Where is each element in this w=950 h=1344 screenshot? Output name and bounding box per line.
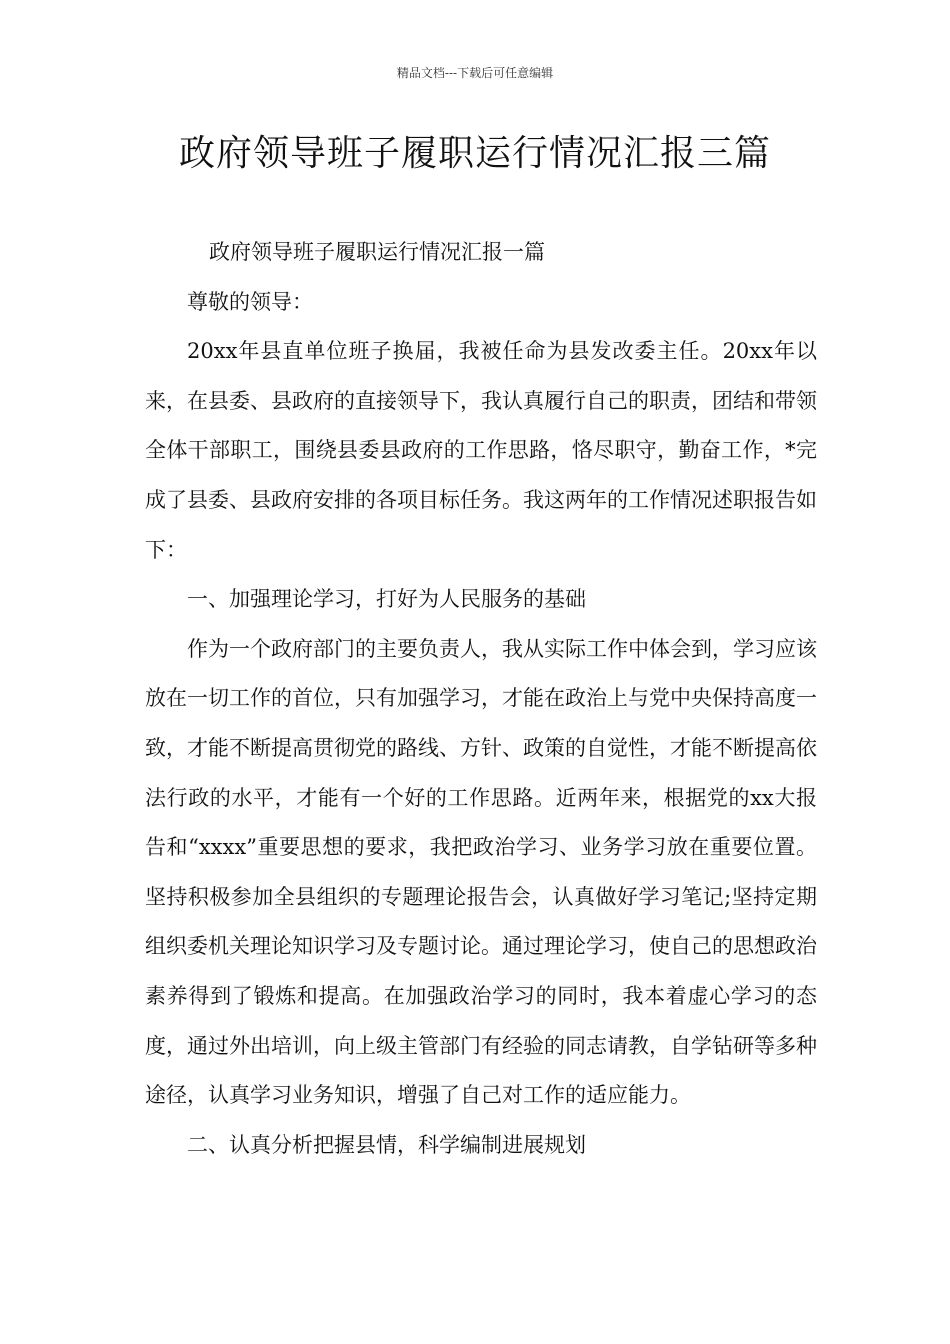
document-subtitle: 政府领导班子履职运行情况汇报一篇: [209, 240, 545, 264]
salutation: 尊敬的领导：: [187, 289, 313, 314]
page-header-note: 精品文档---下载后可任意编辑: [396, 66, 554, 80]
section-heading-1: 一、加强理论学习，打好为人民服务的基础: [187, 587, 586, 612]
document-body: [145, 228, 817, 1170]
document-title: 政府领导班子履职运行情况汇报三篇: [178, 133, 771, 174]
section-heading-2: 二、认真分析把握县情，科学编制进展规划: [187, 1132, 586, 1157]
paragraph-study: 作为一个政府部门的主要负责人，我从实际工作中体会到，学习应该放在一切工作的首位，只有加强学习，才能在政治上与党中央保持高度一致，才能不断提高贯彻党的路线、方针、政策的自觉性，才能不断提高依法行政的水平，才能有一个好的工作思路。近两年来，根据党的xx大报告和“xxxx”重要思想的要求，我把政治学习、业务学习放在重要位置。坚持积极参加全县组织的专题理论报告会，认真做好学习笔记;坚持定期组织委机关理论知识学习及专题讨论。通过理论学习，使自己的思想政治素养得到了锻炼和提高。在加强政治学习的同时，我本着虚心学习的态度，通过外出培训，向上级主管部门有经验的同志请教，自学钻研等多种途径，认真学习业务知识，增强了自己对工作的适应能力。: [145, 636, 817, 1108]
paragraph-intro: 20xx年县直单位班子换届，我被任命为县发改委主任。20xx年以来，在县委、县政府的直接领导下，我认真履行自己的职责，团结和带领全体干部职工，围绕县委县政府的工作思路，恪尽职守，勤奋工作，*完成了县委、县政府安排的各项目标任务。我这两年的工作情况述职报告如下：: [145, 339, 817, 562]
